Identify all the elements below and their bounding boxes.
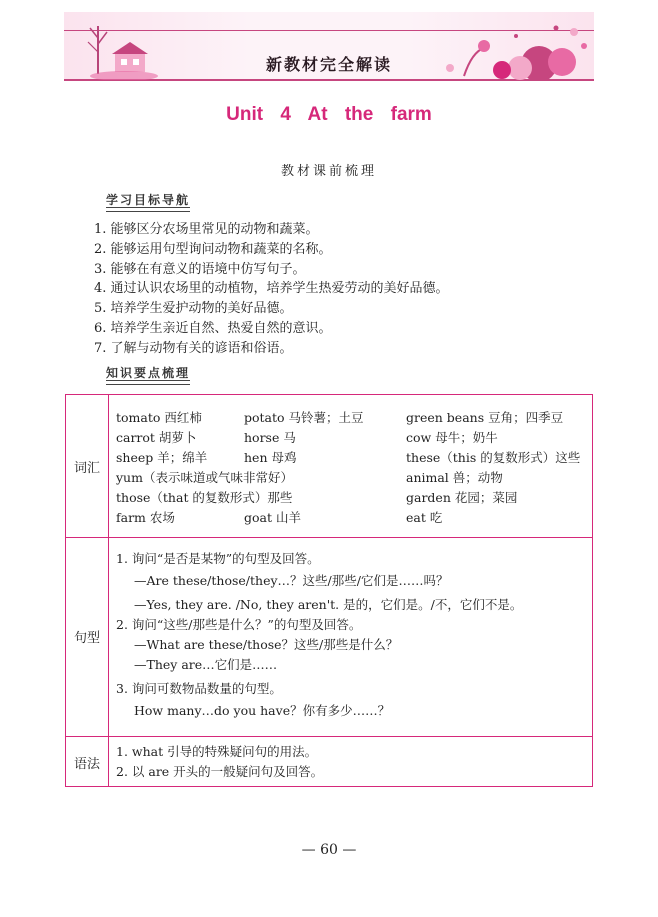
vocab-word: carrot 胡萝卜 xyxy=(116,430,197,445)
knowledge-heading-text: 知识要点梳理 xyxy=(106,366,191,380)
table-row-divider xyxy=(66,537,592,538)
vocab-word: farm 农场 xyxy=(116,510,175,525)
objectives-heading-text: 学习目标导航 xyxy=(106,193,191,207)
vocab-word: those（that 的复数形式）那些 xyxy=(116,490,293,505)
pattern-line: 3. 询问可数物品数量的句型。 xyxy=(116,681,282,696)
objective-item: 5. 培养学生爱护动物的美好品德。 xyxy=(94,301,293,317)
book-series-title: 新教材完全解读 xyxy=(265,55,392,74)
pattern-line: How many…do you have？你有多少……？ xyxy=(134,703,391,718)
table-column-divider xyxy=(108,395,109,786)
pattern-line: 2. 询问“这些/那些是什么？”的句型及回答。 xyxy=(116,617,362,632)
vocab-word: hen 母鸡 xyxy=(244,450,297,465)
objective-item: 4. 通过认识农场里的动植物，培养学生热爱劳动的美好品德。 xyxy=(94,281,449,297)
pattern-line: —They are…它们是…… xyxy=(134,657,278,672)
objective-item: 1. 能够区分农场里常见的动物和蔬菜。 xyxy=(94,222,319,237)
objectives-list xyxy=(94,220,614,359)
objective-item: 2. 能够运用句型询问动物和蔬菜的名称。 xyxy=(94,241,332,257)
vocab-word: cow 母牛；奶牛 xyxy=(406,430,498,445)
objectives-heading xyxy=(106,191,190,208)
objectives-heading-underline xyxy=(106,207,190,212)
table-row-divider xyxy=(66,736,592,737)
vocab-word: these（this 的复数形式）这些 xyxy=(406,450,581,465)
pattern-line: 1. 询问“是否是某物”的句型及回答。 xyxy=(116,551,320,566)
vocab-word: potato 马铃薯；土豆 xyxy=(244,410,364,425)
page-number: — 60 — xyxy=(301,842,357,858)
cottage-tree-illustration xyxy=(78,18,158,80)
objective-item: 6. 培养学生亲近自然、热爱自然的意识。 xyxy=(94,320,332,336)
objective-item: 7. 了解与动物有关的谚语和俗语。 xyxy=(94,340,293,356)
objective-item: 3. 能够在有意义的语境中仿写句子。 xyxy=(94,261,306,277)
knowledge-points-table xyxy=(65,394,593,787)
vocab-word: tomato 西红柿 xyxy=(116,410,202,425)
page-header xyxy=(64,12,594,82)
pattern-line: —What are these/those？这些/那些是什么？ xyxy=(134,637,399,652)
vocab-label: 词汇 xyxy=(73,461,100,476)
vocab-word: animal 兽；动物 xyxy=(406,470,503,485)
pattern-line: —Yes, they are. /No, they aren't. 是的，它们是。/不，它们不是。 xyxy=(134,597,523,612)
vocab-word: sheep 羊；绵羊 xyxy=(116,450,208,465)
grammar-label: 语法 xyxy=(73,757,100,772)
vocab-word: garden 花园；菜园 xyxy=(406,490,518,505)
knowledge-heading xyxy=(106,364,190,381)
patterns-label: 句型 xyxy=(73,631,100,646)
vocab-word: green beans 豆角；四季豆 xyxy=(406,410,564,425)
grammar-line: 1. what 引导的特殊疑问句的用法。 xyxy=(116,744,318,759)
pattern-line: —Are these/those/they…？这些/那些/它们是……吗？ xyxy=(134,573,449,588)
unit-title: Unit 4 At the farm xyxy=(226,104,432,125)
vocab-word: eat 吃 xyxy=(406,510,443,525)
vocab-word: horse 马 xyxy=(244,430,296,445)
flower-bubbles-illustration xyxy=(444,18,594,80)
grammar-line: 2. 以 are 开头的一般疑问句及回答。 xyxy=(116,764,324,779)
knowledge-heading-underline xyxy=(106,380,190,385)
vocab-word: goat 山羊 xyxy=(244,510,301,525)
vocab-word: yum（表示味道或气味非常好） xyxy=(116,470,293,485)
section-heading: 教材课前梳理 xyxy=(280,164,377,179)
